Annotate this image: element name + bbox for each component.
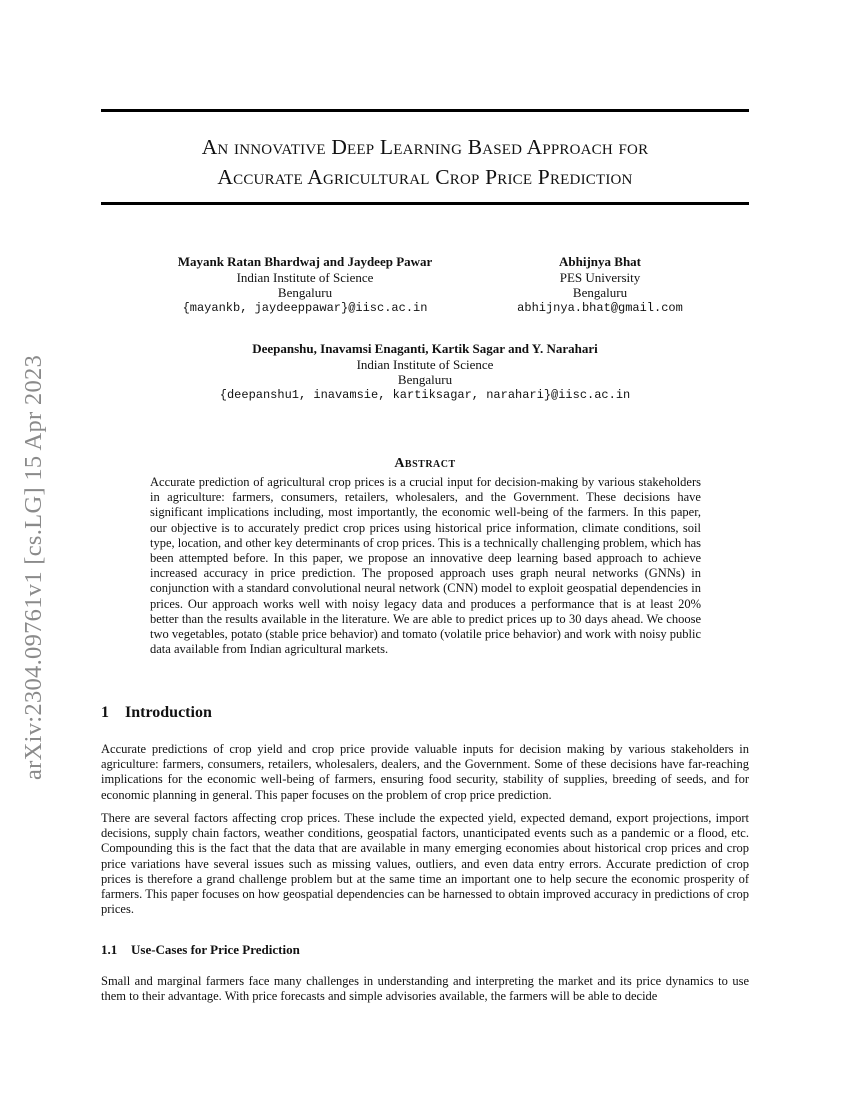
author-institution: Indian Institute of Science [236, 269, 374, 285]
author-block-2 [500, 254, 700, 316]
author-institution: Indian Institute of Science [356, 356, 494, 372]
author-names: Deepanshu, Inavamsi Enaganti, Kartik Sagar and Y. Narahari [252, 341, 598, 356]
author-block-3 [180, 341, 670, 403]
abstract-heading: Abstract [394, 456, 456, 471]
abstract-text: Accurate prediction of agricultural crop prices is a crucial input for decision-making by various stakeholders in agriculture: farmers, consumers, retailers, wholesalers, and the Government. These decisions have significant implications including, most importantly, the economic well-being of the farmers. In this paper, our objective is to accurately predict crop prices using historical price information, climate conditions, soil type, location, and other key determinants of crop prices. This is a technically challenging problem, which has been attempted before. In this paper, we propose an innovative deep learning based approach to achieve increased accuracy in price prediction. The proposed approach uses graph neural networks (GNNs) in conjunction with a standard convolutional neural network (CNN) model to exploit geospatial dependencies in prices. Our approach works well with noisy legacy data and produces a performance that is at least 20% better than the results available in the literature. We are able to predict prices up to 30 days ahead. We choose two vegetables, potato (stable price behavior) and tomato (volatile price behavior) and work with noisy public data available from Indian agricultural markets. [150, 475, 701, 657]
author-city: Bengaluru [572, 285, 628, 300]
title-top-rule [101, 109, 749, 112]
author-city: Bengaluru [397, 372, 453, 387]
intro-paragraph-1: Accurate predictions of crop yield and crop price provide valuable inputs for decision making by various stakeholders in agriculture: farmers, consumers, retailers, wholesalers, dealers, and the Government. Some of these decisions have far-reaching implications for the economic well-being of farmers, ensuring food security, stability of supplies, breeding of seeds, and for economic planning in general. This paper focuses on the problem of crop price prediction. [101, 742, 749, 802]
intro-paragraph-2: There are several factors affecting crop prices. These include the expected yield, expected demand, export projections, import decisions, supply chain factors, weather conditions, geospatial factors, unanticipated events such as a pandemic or a flood, etc. Compounding this is the fact that the data that are available in many emerging economies about historical crop prices and crop price variations have several issues such as missing values, outliers, and even data entry errors. Accurate prediction of crop prices is therefore a grand challenge problem but at the same time an important one to help secure the economic prosperity of farmers. This paper focuses on how geospatial dependencies can be harnessed to obtain improved accuracy in predictions of crop prices. [101, 811, 749, 917]
section-number: 1 [101, 704, 109, 721]
subsection-number: 1.1 [101, 942, 118, 957]
section-heading-introduction [101, 704, 212, 722]
use-cases-paragraph: Small and marginal farmers face many challenges in understanding and interpreting the market and its price dynamics to use them to their advantage. With price forecasts and simple advisories available, the farmers will be able to decide [101, 974, 749, 1004]
arxiv-identifier: arXiv:2304.09761v1 [cs.LG] 15 Apr 2023 [20, 354, 47, 780]
author-names: Abhijnya Bhat [559, 254, 641, 269]
author-names: Mayank Ratan Bhardwaj and Jaydeep Pawar [177, 254, 433, 269]
subsection-title: Use-Cases for Price Prediction [131, 942, 300, 957]
paper-title-line-1: An innovative Deep Learning Based Approach for [201, 135, 649, 159]
paper-title [101, 132, 749, 192]
author-email: {mayankb, jaydeeppawar}@iisc.ac.in [182, 300, 428, 315]
title-bottom-rule [101, 202, 749, 205]
author-email: abhijnya.bhat@gmail.com [517, 300, 683, 315]
paper-title-line-2: Accurate Agricultural Crop Price Prediction [217, 165, 633, 189]
subsection-heading-use-cases [101, 942, 300, 958]
author-email: {deepanshu1, inavamsie, kartiksagar, narahari}@iisc.ac.in [219, 387, 631, 402]
author-block-1 [150, 254, 460, 316]
section-title: Introduction [125, 704, 212, 721]
author-city: Bengaluru [277, 285, 333, 300]
author-institution: PES University [559, 269, 641, 285]
